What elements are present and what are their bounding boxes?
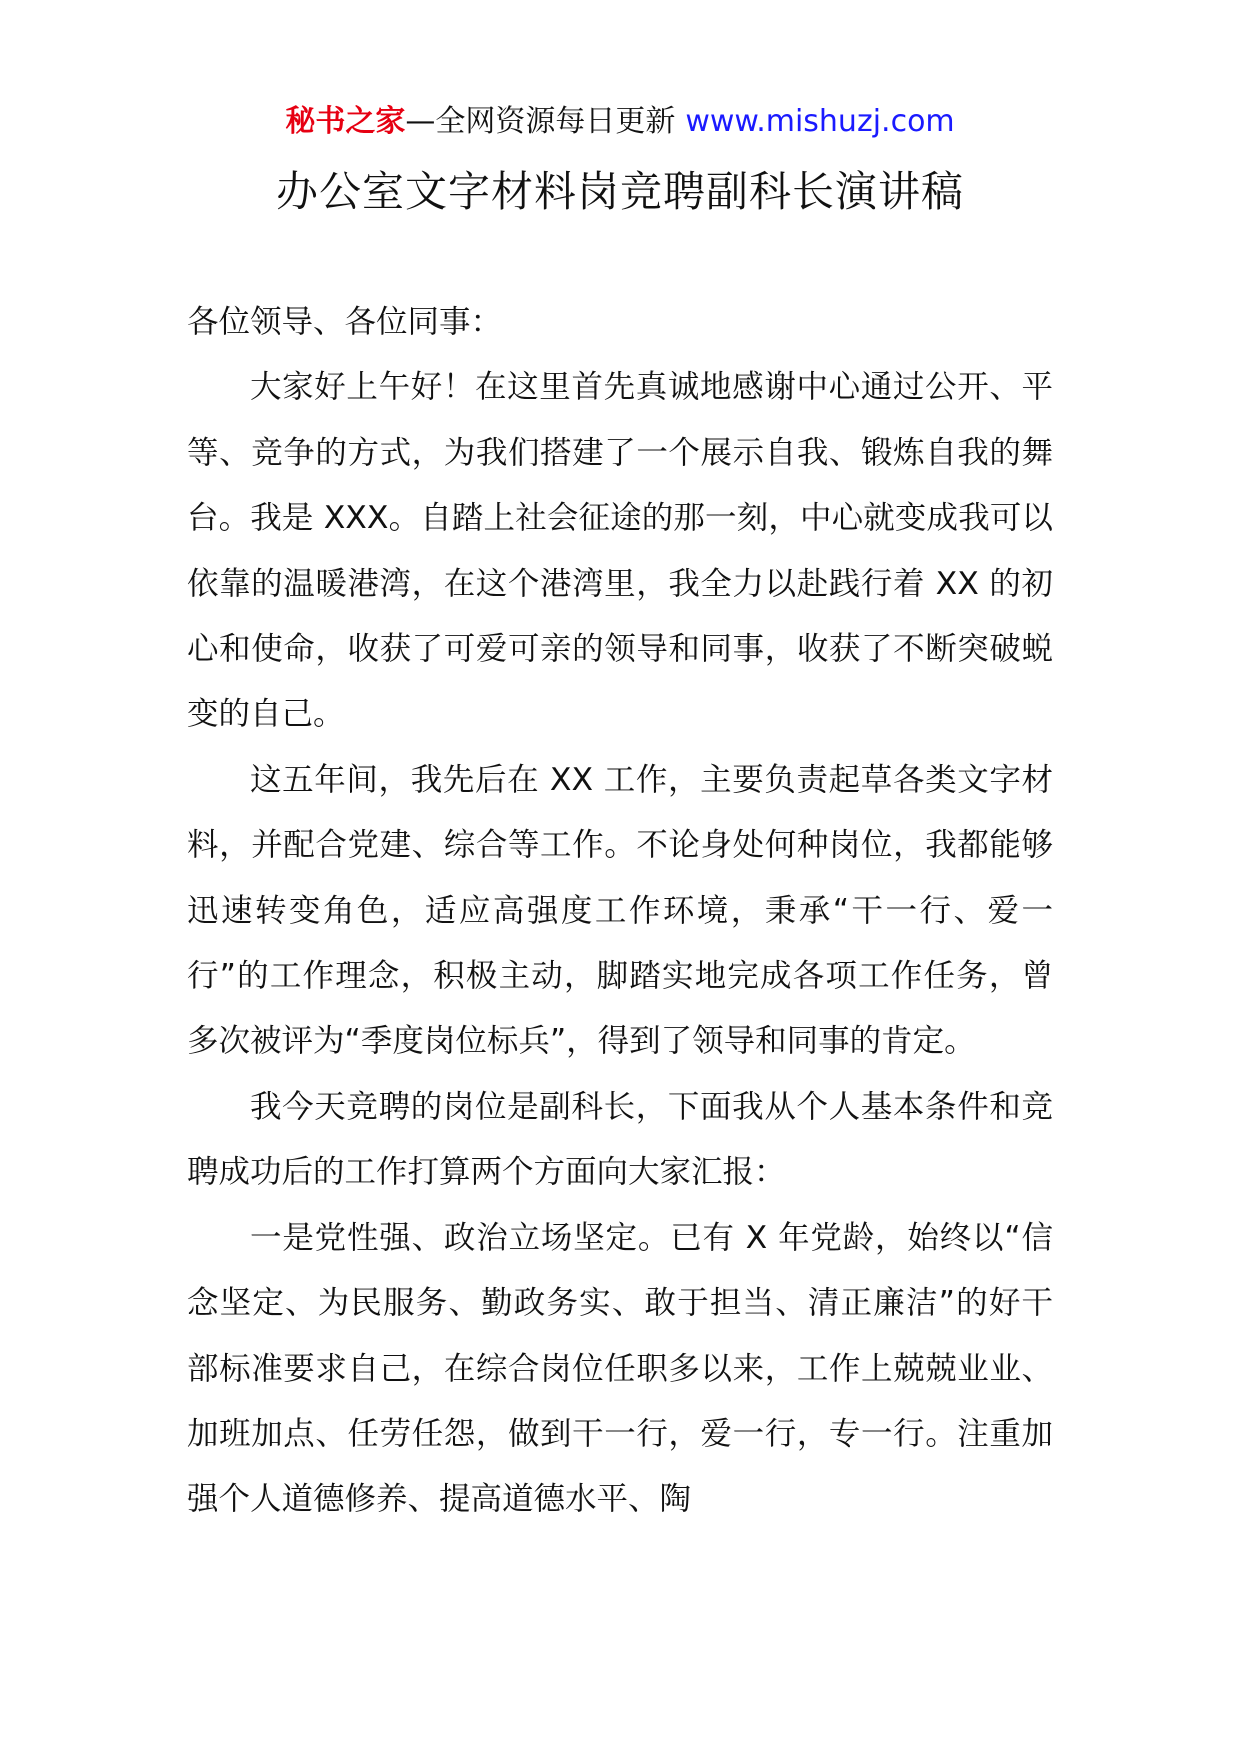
document-title: 办公室文字材料岗竞聘副科长演讲稿 <box>275 167 964 216</box>
site-banner <box>0 102 1240 142</box>
paragraph: 我今天竞聘的岗位是副科长，下面我从个人基本条件和竞聘成功后的工作打算两个方面向大家汇报： <box>187 1088 1053 1191</box>
brand-name: 秘书之家 <box>285 104 406 139</box>
paragraph: 这五年间，我先后在 XX 工作，主要负责起草各类文字材料，并配合党建、综合等工作。不论身处何种岗位，我都能够迅速转变角色，适应高强度工作环境，秉承“干一行、爱一行”的工作理念，积极主动，脚踏实地完成各项工作任务，曾多次被评为“季度岗位标兵”，得到了领导和同事的肯定。 <box>187 761 1053 1060</box>
salutation: 各位领导、各位同事： <box>187 304 503 340</box>
document-body <box>187 290 1053 1533</box>
paragraph: 大家好上午好！在这里首先真诚地感谢中心通过公开、平等、竞争的方式，为我们搭建了一个展示自我、锻炼自我的舞台。我是 XXX。自踏上社会征途的那一刻，中心就变成我可以依靠的温暖港湾，在这个港湾里，我全力以赴践行着 XX 的初心和使命，收获了可爱可亲的领导和同事，收获了不断突破蜕变的自己。 <box>187 369 1053 733</box>
paragraph: 一是党性强、政治立场坚定。已有 X 年党龄，始终以“信念坚定、为民服务、勤政务实、敢于担当、清正廉洁”的好干部标准要求自己，在综合岗位任职多以来，工作上兢兢业业、加班加点、任劳任怨，做到干一行，爱一行，专一行。注重加强个人道德修养、提高道德水平、陶 <box>187 1219 1053 1518</box>
banner-tagline: —全网资源每日更新 <box>405 104 676 139</box>
site-url[interactable]: www.mishuzj.com <box>685 104 955 139</box>
